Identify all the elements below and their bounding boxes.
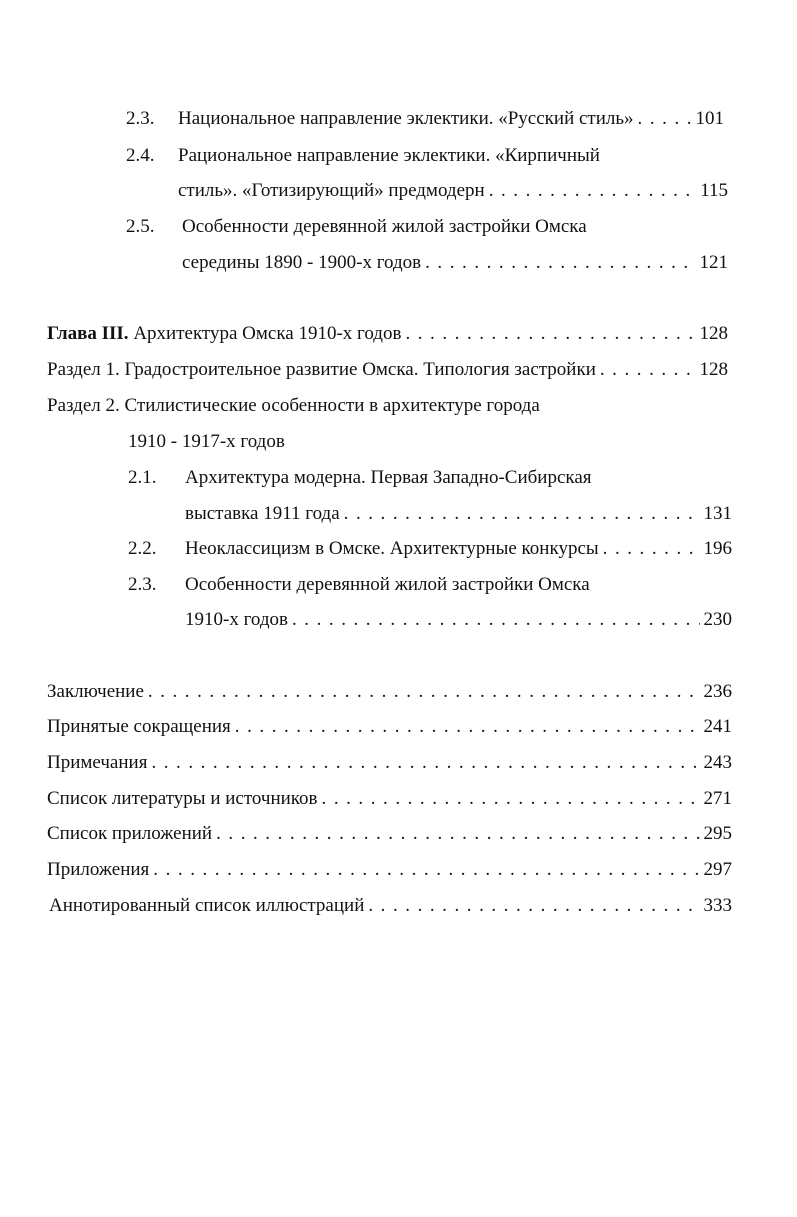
toc-backmatter-entry[interactable]: [47, 715, 732, 739]
dot-leader: [344, 502, 700, 526]
toc-page-number: 115: [700, 180, 728, 201]
backmatter-title: Список приложений: [47, 823, 213, 844]
dot-leader: [235, 715, 700, 739]
toc-page-number: 128: [699, 323, 728, 344]
toc-page-number: 128: [699, 359, 728, 380]
toc-page-number: 241: [703, 716, 732, 737]
chapter-label: Глава III.: [47, 323, 129, 344]
toc-entry[interactable]: [178, 107, 724, 131]
toc-page-number: 101: [695, 108, 724, 129]
dot-leader: [216, 822, 699, 846]
toc-page-number: 131: [703, 503, 732, 524]
toc-entry-title[interactable]: Рациональное направление эклектики. «Кирпичный: [178, 145, 600, 166]
dot-leader: [151, 751, 699, 775]
toc-entry-title-continued: выставка 1911 года: [185, 503, 340, 524]
chapter-title: Архитектура Омска 1910-х годов: [133, 323, 402, 344]
dot-leader: [292, 608, 700, 632]
toc-section-entry[interactable]: [47, 358, 728, 382]
toc-page-number: 230: [703, 609, 732, 630]
backmatter-title: Приложения: [47, 859, 150, 880]
toc-item-number: 2.2.: [128, 538, 157, 559]
section-title[interactable]: Раздел 2. Стилистические особенности в архитектуре города: [47, 395, 540, 416]
toc-entry[interactable]: [178, 179, 728, 203]
toc-entry-title-continued: стиль». «Готизирующий» предмодерн: [178, 180, 485, 201]
dot-leader: [153, 858, 699, 882]
toc-entry-title: Национальное направление эклектики. «Русский стиль»: [178, 108, 634, 129]
dot-leader: [489, 179, 697, 203]
toc-page-number: 297: [703, 859, 732, 880]
toc-page-number: 271: [703, 788, 732, 809]
toc-entry-title[interactable]: Особенности деревянной жилой застройки Омска: [185, 574, 590, 595]
toc-entry-title[interactable]: Особенности деревянной жилой застройки Омска: [182, 216, 587, 237]
section-title-continued: 1910 - 1917-х годов: [128, 431, 285, 452]
toc-item-number: 2.1.: [128, 467, 157, 488]
dot-leader: [368, 894, 699, 918]
dot-leader: [638, 107, 692, 131]
backmatter-title: Список литературы и источников: [47, 788, 318, 809]
toc-page-number: 196: [703, 538, 732, 559]
backmatter-title: Принятые сокращения: [47, 716, 231, 737]
toc-entry-title[interactable]: Архитектура модерна. Первая Западно-Сибирская: [185, 467, 592, 488]
toc-backmatter-entry[interactable]: [47, 787, 732, 811]
backmatter-title: Примечания: [47, 752, 148, 773]
toc-backmatter-entry[interactable]: [49, 894, 732, 918]
toc-page-number: 333: [703, 895, 732, 916]
section-title: Раздел 1. Градостроительное развитие Омска. Типология застройки: [47, 359, 596, 380]
toc-item-number: 2.4.: [126, 145, 155, 166]
toc-item-number: 2.3.: [128, 574, 157, 595]
toc-entry[interactable]: [182, 251, 728, 275]
toc-backmatter-entry[interactable]: [47, 858, 732, 882]
toc-page-number: 236: [703, 681, 732, 702]
toc-entry-title-continued: середины 1890 - 1900-х годов: [182, 252, 422, 273]
toc-entry[interactable]: [185, 502, 732, 526]
toc-item-number: 2.5.: [126, 216, 155, 237]
dot-leader: [425, 251, 695, 275]
toc-backmatter-entry[interactable]: [47, 680, 732, 704]
toc-page-number: 295: [703, 823, 732, 844]
toc-entry-title: Неоклассицизм в Омске. Архитектурные конкурсы: [185, 538, 599, 559]
toc-page-number: 121: [699, 252, 728, 273]
toc-entry[interactable]: [185, 537, 732, 561]
dot-leader: [322, 787, 700, 811]
backmatter-title: Заключение: [47, 681, 144, 702]
dot-leader: [600, 358, 696, 382]
dot-leader: [148, 680, 700, 704]
toc-page-number: 243: [703, 752, 732, 773]
toc-chapter-entry[interactable]: [47, 322, 728, 346]
toc-entry[interactable]: [185, 608, 732, 632]
toc-item-number: 2.3.: [126, 108, 155, 129]
dot-leader: [405, 322, 695, 346]
backmatter-title: Аннотированный список иллюстраций: [49, 895, 365, 916]
toc-entry-title-continued: 1910-х годов: [185, 609, 288, 630]
toc-backmatter-entry[interactable]: [47, 822, 732, 846]
toc-backmatter-entry[interactable]: [47, 751, 732, 775]
dot-leader: [603, 537, 700, 561]
